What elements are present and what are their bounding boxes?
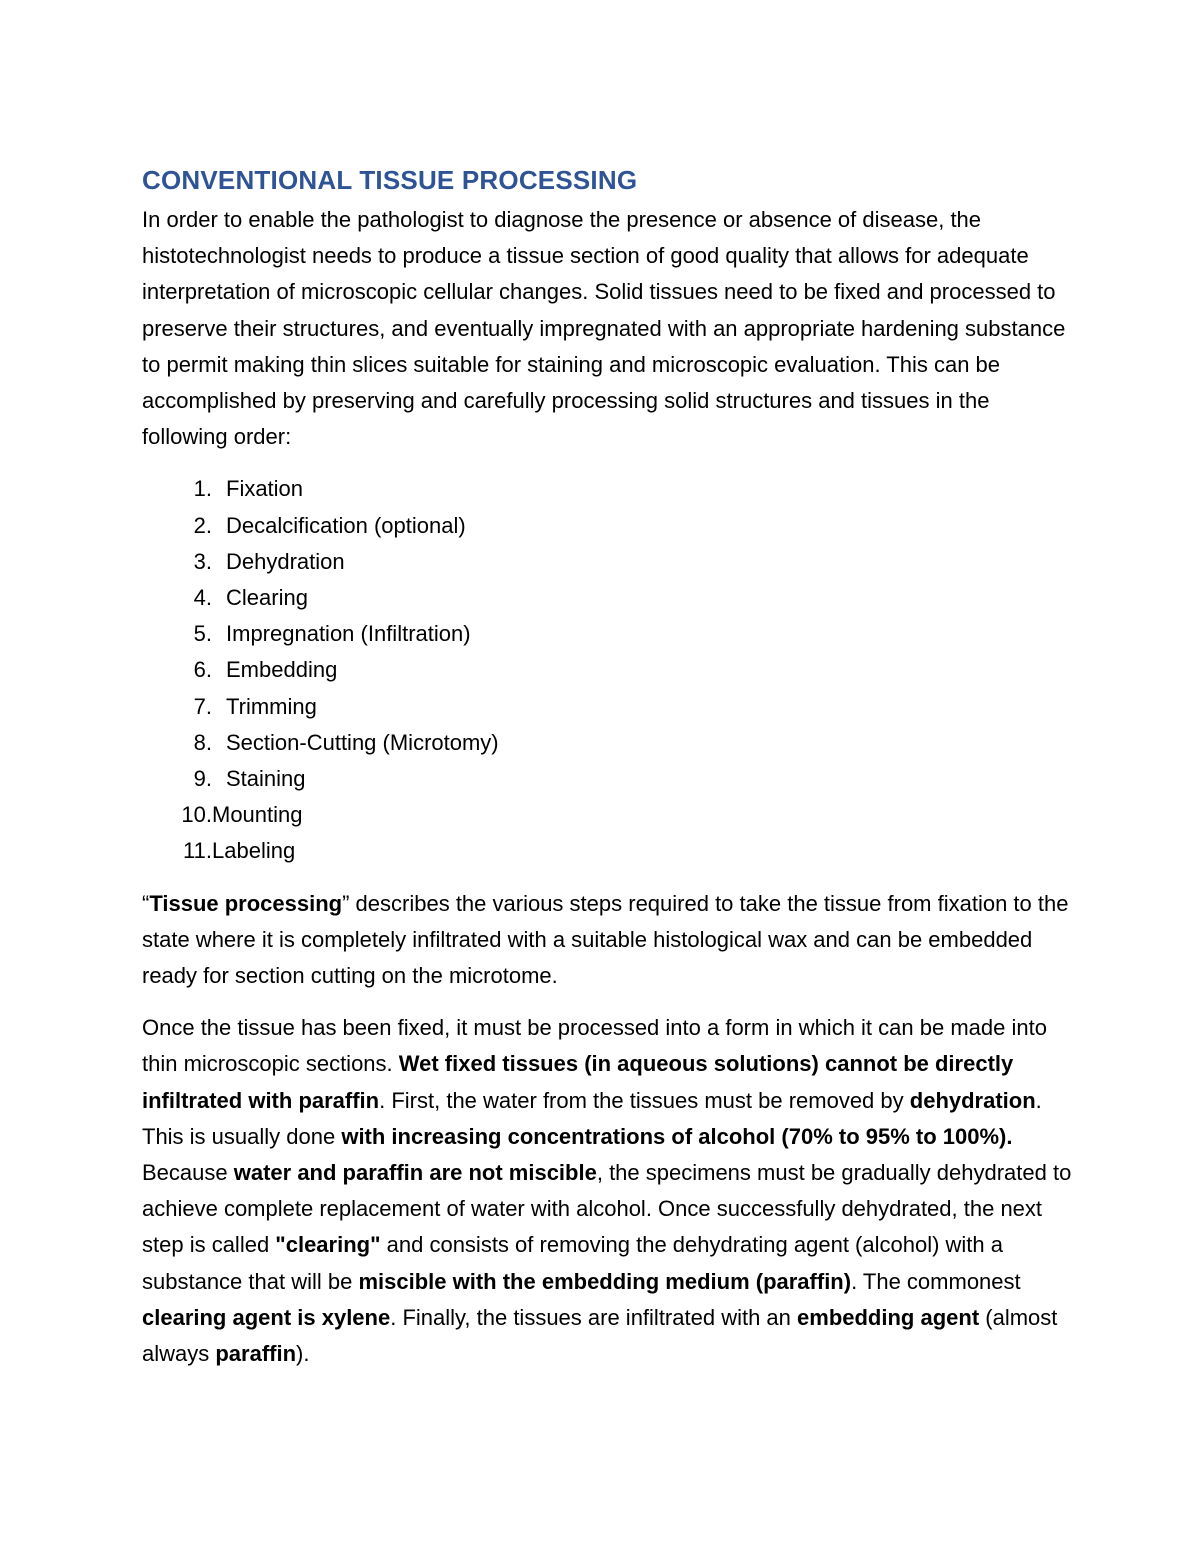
list-item [142, 471, 1072, 507]
list-item-label: Mounting [212, 802, 303, 828]
bold-segment: clearing agent is xylene [142, 1304, 391, 1330]
list-item-label: Dehydration [226, 548, 345, 574]
list-item-number: 10. [181, 802, 212, 828]
list-item [142, 725, 1072, 761]
close-quote: ” [342, 890, 350, 916]
list-item-label: Impregnation (Infiltration) [226, 621, 471, 647]
list-item [142, 508, 1072, 544]
list-item [142, 544, 1072, 580]
text-segment: . First, the water from the tissues must be removed by [379, 1087, 910, 1113]
list-item-label: Fixation [226, 476, 304, 502]
text-segment: . This is usually done [142, 1087, 1042, 1149]
list-item [142, 652, 1072, 688]
list-item-number: 5. [193, 621, 212, 647]
list-item-number: 9. [193, 766, 212, 792]
list-item-number: 4. [193, 585, 212, 611]
bold-segment: "clearing" [275, 1232, 381, 1258]
list-item-number: 3. [193, 548, 212, 574]
text-segment: and consists of removing the dehydrating agent (alcohol) with a substance that will be [142, 1232, 1003, 1294]
bold-segment: dehydration [909, 1087, 1036, 1113]
list-item-label: Decalcification (optional) [226, 512, 466, 538]
text-segment: , the specimens must be gradually dehydrated to achieve complete replacement of water with alcohol. Once successfully dehydrated, the next step is called [142, 1160, 1072, 1258]
bold-segment: Wet fixed tissues (in aqueous solutions) cannot be directly infiltrated with paraffin [142, 1051, 1014, 1113]
list-item-label: Embedding [226, 657, 338, 683]
text-segment: Because [142, 1160, 234, 1186]
page-title: CONVENTIONAL TISSUE PROCESSING [142, 165, 638, 195]
list-item [142, 616, 1072, 652]
text-segment: ). [296, 1341, 310, 1367]
list-item [142, 580, 1072, 616]
list-item-number: 6. [193, 657, 212, 683]
document-page [142, 162, 1072, 1372]
list-item-label: Labeling [212, 838, 296, 864]
list-item-label: Trimming [226, 693, 317, 719]
bold-segment: water and paraffin are not miscible [233, 1160, 597, 1186]
text-segment: Once the tissue has been fixed, it must be processed into a form in which it can be made into thin microscopic sections. [142, 1015, 1047, 1077]
intro-paragraph: In order to enable the pathologist to diagnose the presence or absence of disease, the histotechnologist needs to produce a tissue section of good quality that allows for adequate interpretation of microscopic cellular changes. Solid tissues need to be fixed and processed to preserve their structures, and eventually impregnated with an appropriate hardening substance to permit making thin slices suitable for staining and microscopic evaluation. This can be accomplished by preserving and carefully processing solid structures and tissues in the following order: [142, 207, 1066, 450]
list-item-label: Clearing [226, 585, 308, 611]
list-item-number: 8. [193, 729, 212, 755]
text-segment: . Finally, the tissues are infiltrated with an [390, 1304, 798, 1330]
processing-steps-list [142, 471, 1072, 869]
list-item [142, 761, 1072, 797]
list-item-label: Section-Cutting (Microtomy) [226, 729, 499, 755]
open-quote: “ [142, 890, 150, 916]
list-item-label: Staining [226, 766, 306, 792]
term-tissue-processing: Tissue processing [149, 890, 343, 916]
details-paragraph [142, 1010, 1072, 1372]
bold-segment: embedding agent [797, 1304, 980, 1330]
definition-paragraph [142, 886, 1072, 995]
text-segment: (almost always [142, 1304, 1058, 1367]
list-item-number: 1. [193, 476, 212, 502]
bold-segment: with increasing concentrations of alcohol (70% to 95% to 100%). [341, 1123, 1013, 1149]
bold-segment: miscible with the embedding medium (paraffin) [358, 1268, 852, 1294]
text-segment: . The commonest [851, 1268, 1021, 1294]
list-item-number: 2. [193, 512, 212, 538]
bold-segment: paraffin [215, 1341, 297, 1367]
list-item [142, 689, 1072, 725]
list-item-number: 7. [193, 693, 212, 719]
definition-text: describes the various steps required to take the tissue from fixation to the state where it is completely infiltrated with a suitable histological wax and can be embedded ready for section cutting on the microtome. [142, 890, 1069, 989]
list-item-number: 11. [183, 838, 212, 864]
list-item [142, 797, 1072, 833]
list-item [142, 833, 1072, 869]
